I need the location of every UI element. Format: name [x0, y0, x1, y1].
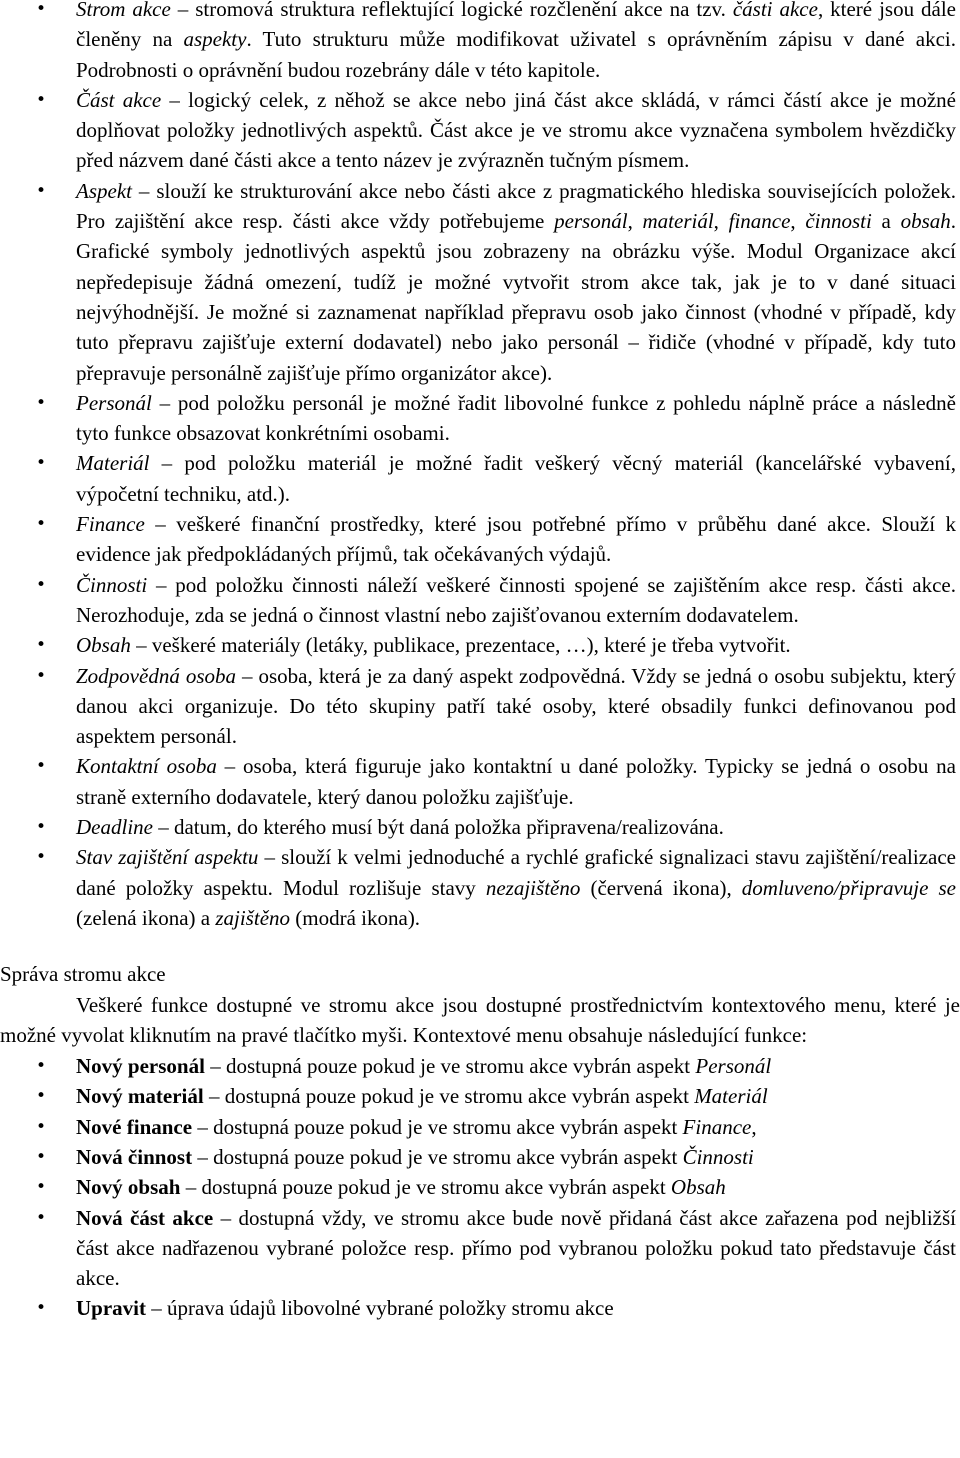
emphasis-text: části akce: [732, 0, 818, 21]
definition-item: [0, 448, 960, 509]
term: Nová činnost: [76, 1144, 193, 1169]
emphasis-text: personál: [554, 209, 628, 234]
definition-item: [0, 388, 960, 449]
definition-item: [0, 509, 960, 570]
function-list: [0, 1051, 960, 1324]
definition-item: [0, 661, 960, 752]
term: Upravit: [76, 1296, 146, 1321]
dash-separator: –: [192, 1114, 214, 1139]
term: Nový obsah: [76, 1175, 181, 1200]
term: Materiál: [76, 451, 150, 476]
function-item: [0, 1112, 960, 1142]
term: Deadline: [76, 815, 153, 840]
description-text: . Tuto strukturu může modifikovat uživatel s oprávněním zápisu v dané akci. Podrobnosti o oprávnění budou rozebrány dále v této kapitole.: [76, 27, 956, 82]
term: Finance: [76, 512, 145, 537]
emphasis-text: Obsah: [670, 1175, 726, 1200]
definition-item: [0, 0, 960, 85]
description-text: veškeré materiály (letáky, publikace, prezentace, …), které je třeba vytvořit.: [151, 633, 791, 658]
dash-separator: –: [236, 663, 259, 688]
description-text: ,: [790, 209, 806, 234]
description-text: pod položku činnosti náleží veškeré činnosti spojené se zajištěním akce resp. části akce. Nerozhoduje, zda se jedná o činnost vlastní nebo zajišťovanou externím dodavatelem.: [76, 572, 956, 627]
dash-separator: –: [258, 845, 282, 870]
term: Část akce: [76, 87, 162, 112]
dash-separator: –: [144, 512, 177, 537]
dash-separator: –: [146, 1296, 167, 1321]
dash-separator: –: [204, 1054, 226, 1079]
definition-item: [0, 842, 960, 933]
emphasis-text: aspekty: [183, 27, 247, 52]
emphasis-text: Činnosti: [682, 1144, 754, 1169]
emphasis-text: Personál: [695, 1054, 772, 1079]
description-text: osoba, která je za daný aspekt zodpovědná. Vždy se jedná o osobu subjektu, který danou akci organizuje. Do této skupiny patří také osoby, které obsadily funkci definovanou pod aspektem personál.: [76, 663, 956, 749]
description-text: (zelená ikona) a: [76, 905, 216, 930]
description-text: ,: [713, 209, 729, 234]
emphasis-text: materiál: [642, 209, 714, 234]
term: Kontaktní osoba: [76, 754, 217, 779]
definition-item: [0, 85, 960, 176]
term: Aspekt: [76, 178, 132, 203]
description-text: ,: [751, 1114, 757, 1139]
description-text: dostupná pouze pokud je ve stromu akce vybrán aspekt: [201, 1175, 671, 1200]
emphasis-text: obsah: [900, 209, 951, 234]
description-text: pod položku materiál je možné řadit veškerý věcný materiál (kancelářské vybavení, výpočetní techniku, atd.).: [76, 451, 956, 506]
description-text: datum, do kterého musí být daná položka připravena/realizována.: [173, 815, 724, 840]
function-item: [0, 1142, 960, 1172]
dash-separator: –: [180, 1175, 202, 1200]
dash-separator: –: [152, 815, 174, 840]
description-text: dostupná pouze pokud je ve stromu akce vybrán aspekt: [213, 1144, 683, 1169]
function-item: [0, 1172, 960, 1202]
term: Strom akce: [76, 0, 171, 21]
emphasis-text: nezajištěno: [485, 875, 581, 900]
definition-item: [0, 751, 960, 812]
function-item: [0, 1051, 960, 1081]
description-text: stromová struktura reflektující logické rozčlenění akce na tzv.: [195, 0, 733, 21]
dash-separator: –: [170, 0, 196, 21]
description-text: veškeré finanční prostředky, které jsou potřebné přímo v průběhu dané akce. Slouží k evidence jak předpokládaných příjmů, tak očekávaných výdajů.: [76, 512, 957, 567]
dash-separator: –: [203, 1084, 225, 1109]
term: Nová část akce: [76, 1205, 214, 1230]
description-text: ,: [627, 209, 643, 234]
description-text: dostupná pouze pokud je ve stromu akce vybrán aspekt: [213, 1114, 683, 1139]
definition-item: [0, 630, 960, 660]
function-item: [0, 1081, 960, 1111]
term: Zodpovědná osoba: [76, 663, 236, 688]
dash-separator: –: [131, 178, 157, 203]
description-text: osoba, která figuruje jako kontaktní u dané položky. Typicky se jedná o osobu na straně externího dodavatele, který danou položku zajišťuje.: [76, 754, 957, 809]
term: Nový personál: [76, 1054, 205, 1079]
term: Personál: [76, 390, 152, 415]
description-text: logický celek, z něhož se akce nebo jiná část akce skládá, v rámci částí akce je možné doplňovat položky jednotlivých aspektů. Část akce je ve stromu akce vyznačena symbolem hvězdičky před názvem dané části akce a tento název je zvýrazněn tučným písmem.: [76, 87, 956, 173]
term: Nové finance: [76, 1114, 193, 1139]
emphasis-text: činnosti: [805, 209, 872, 234]
definition-item: [0, 176, 960, 388]
description-text: a: [871, 209, 901, 234]
definition-item: [0, 570, 960, 631]
dash-separator: –: [213, 1205, 239, 1230]
description-text: (červená ikona),: [580, 875, 742, 900]
description-text: . Grafické symboly jednotlivých aspektů jsou zobrazeny na obrázku výše. Modul Organizace akcí nepředepisuje žádná omezení, tudíž je možné vytvořit strom akce tak, jak je to v dané situaci nejvýhodnější. Je možné si zaznamenat například přepravu osob jako činnost (vhodné v případě, kdy tuto přepravu zajišťuje externí dodavatel) nebo jako personál – řidiče (vhodné v případě, kdy tuto přepravuje personálně zajišťuje přímo organizátor akce).: [76, 209, 956, 385]
dash-separator: –: [130, 633, 152, 658]
description-text: dostupná vždy, ve stromu akce bude nově přidaná část akce zařazena pod nejbližší část akce nadřazenou vybrané položce resp. přímo pod vybranou položku pokud tato představuje část akce.: [76, 1205, 956, 1291]
term: Nový materiál: [76, 1084, 204, 1109]
emphasis-text: zajištěno: [215, 905, 291, 930]
description-text: úprava údajů libovolné vybrané položky stromu akce: [167, 1296, 614, 1321]
description-text: pod položku personál je možné řadit libovolné funkce z pohledu náplně práce a následně tyto funkce obsazovat konkrétními osobami.: [76, 390, 956, 446]
description-text: slouží k velmi jednoduché a rychlé grafické signalizaci stavu zajištění/realizace dané položky aspektu. Modul rozlišuje stavy: [76, 845, 956, 900]
emphasis-text: finance: [728, 209, 791, 234]
function-item: [0, 1293, 960, 1323]
emphasis-text: Finance: [682, 1114, 752, 1139]
emphasis-text: Materiál: [694, 1084, 768, 1109]
description-text: slouží ke strukturování akce nebo části akce z pragmatického hlediska souvisejících položek. Pro zajištění akce resp. části akce vždy potřebujeme: [76, 178, 956, 234]
dash-separator: –: [192, 1144, 214, 1169]
dash-separator: –: [147, 572, 176, 597]
dash-separator: –: [216, 754, 243, 779]
term: Obsah: [76, 633, 131, 658]
function-item: [0, 1203, 960, 1294]
term: Stav zajištění aspektu: [76, 845, 259, 870]
description-text: dostupná pouze pokud je ve stromu akce vybrán aspekt: [224, 1084, 695, 1109]
dash-separator: –: [149, 451, 185, 476]
emphasis-text: domluveno/připravuje se: [741, 875, 957, 900]
description-text: , které jsou dále členěny na: [76, 0, 956, 52]
section-paragraph: Veškeré funkce dostupné ve stromu akce jsou dostupné prostřednictvím kontextového menu, které je možné vyvolat kliknutím na pravé tlačítko myši. Kontextové menu obsahuje následující funkce:: [0, 992, 960, 1047]
description-text: (modrá ikona).: [290, 905, 421, 930]
section-heading: Správa stromu akce: [0, 962, 166, 987]
term: Činnosti: [76, 572, 148, 597]
dash-separator: –: [151, 390, 178, 415]
description-text: dostupná pouze pokud je ve stromu akce vybrán aspekt: [225, 1054, 696, 1079]
definition-item: [0, 812, 960, 842]
dash-separator: –: [161, 87, 189, 112]
